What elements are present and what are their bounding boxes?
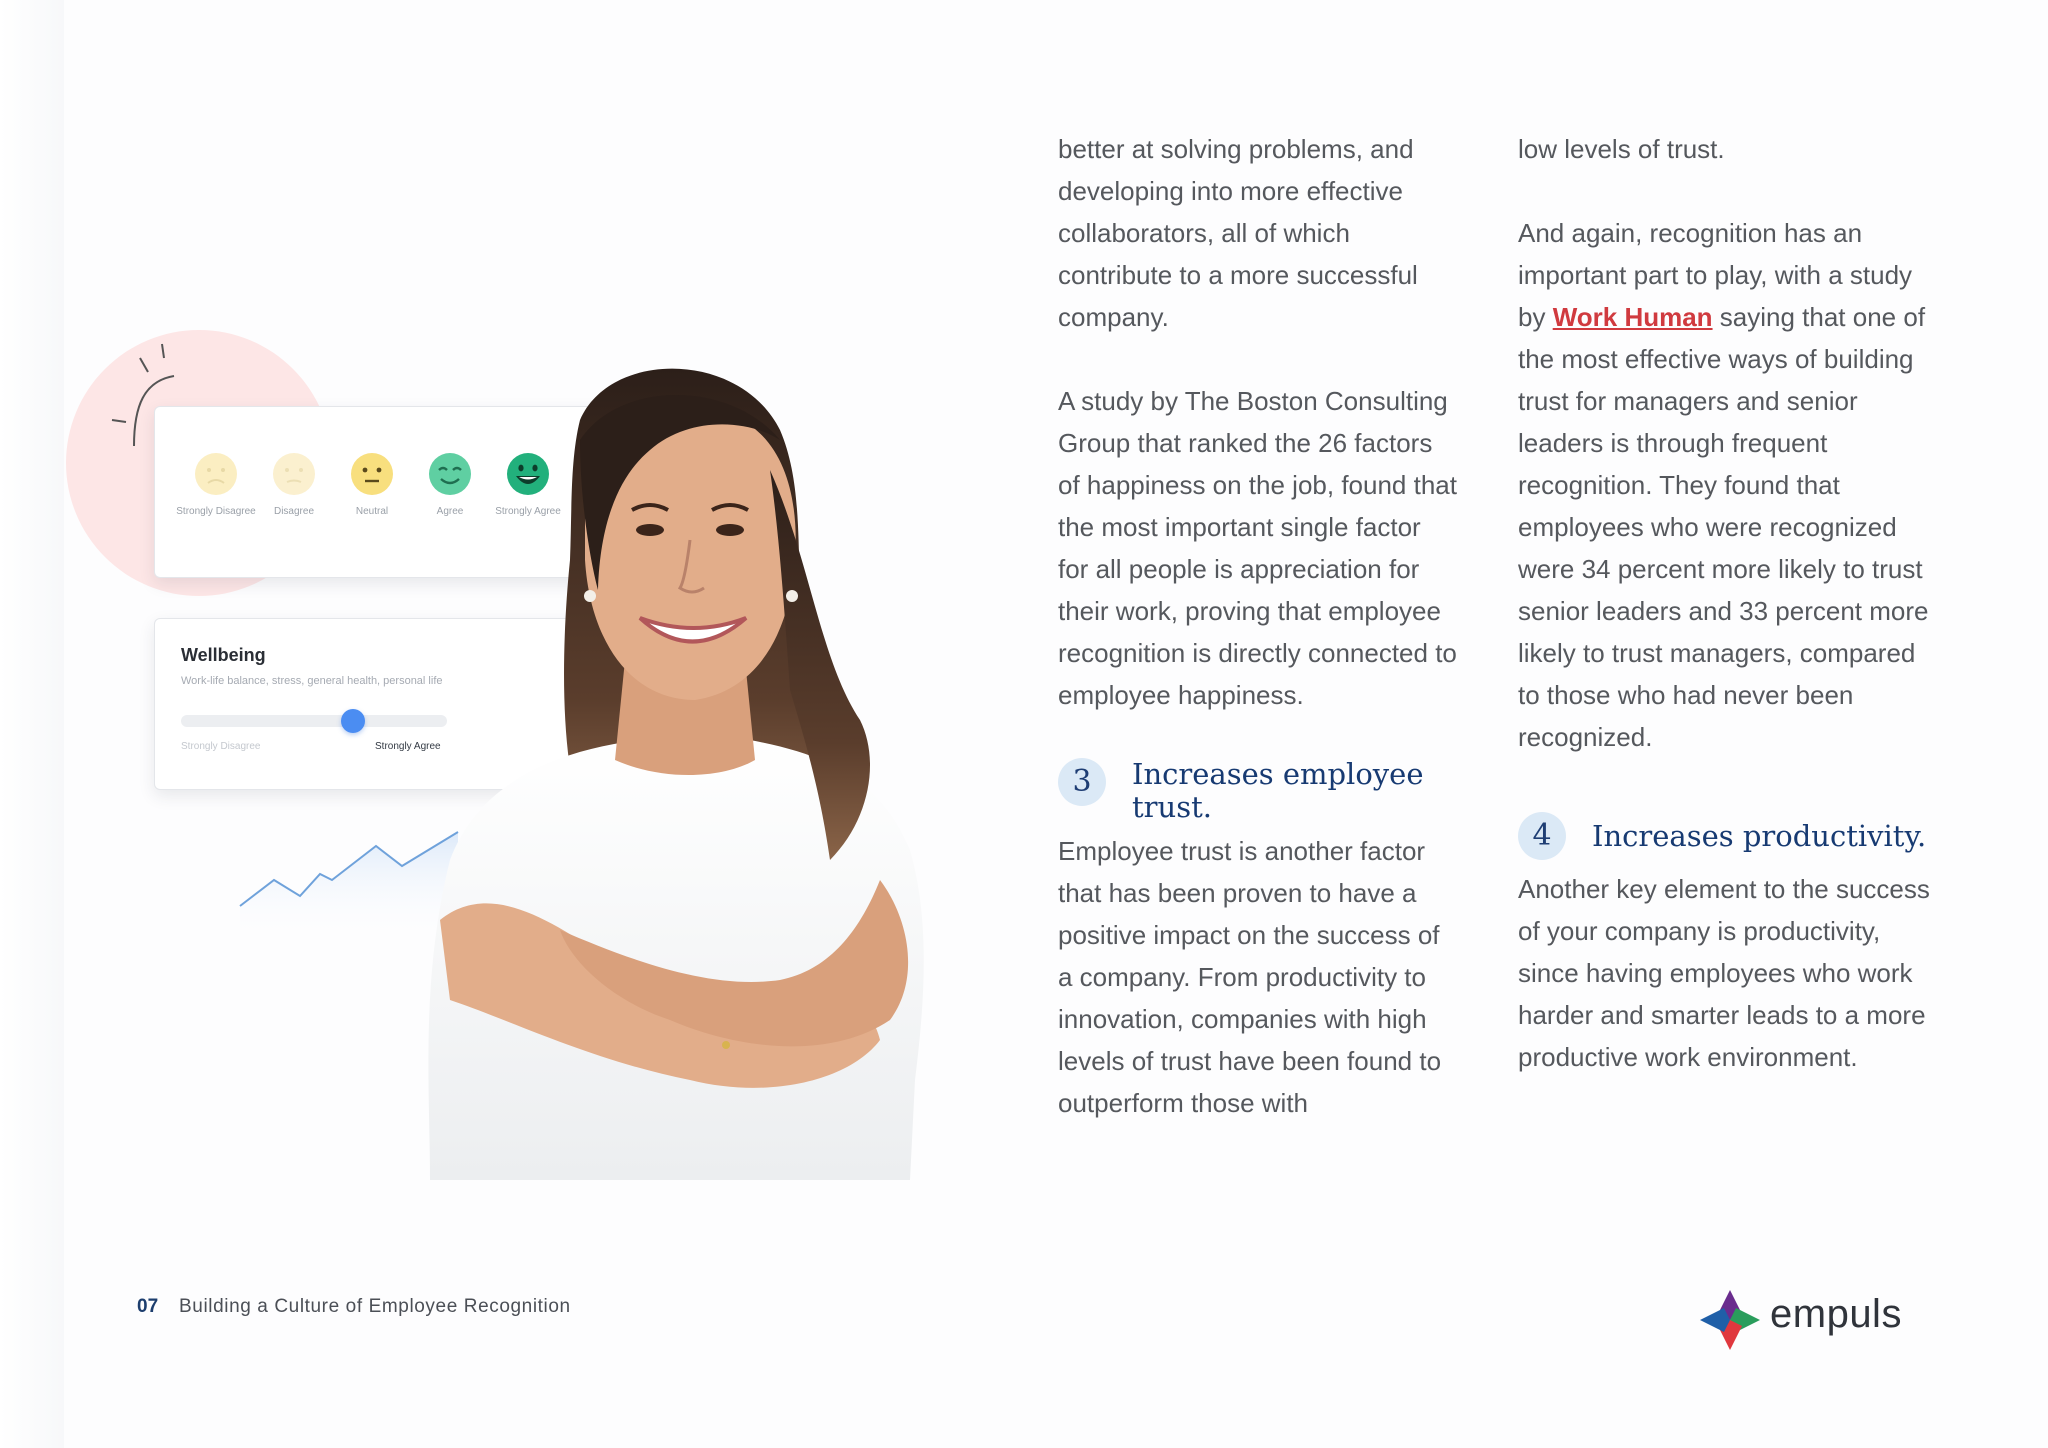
section-title-line: Increases employee xyxy=(1132,757,1424,791)
page-number: 07 xyxy=(137,1296,159,1317)
empuls-logo-icon xyxy=(1698,1288,1762,1352)
wellbeing-subtitle: Work-life balance, stress, general health, personal life xyxy=(181,675,443,687)
wellbeing-title: Wellbeing xyxy=(181,645,266,665)
paragraph-text: saying that one of the most effective ways of building trust for managers and senior leaders is through frequent recognition. They found that employees who were recognized were 34 percent more likely to trust senior leaders and 33 percent more likely to trust managers, compared to those who had never been recognized. xyxy=(1518,302,1929,752)
mood-option-neutral[interactable] xyxy=(328,452,416,517)
slider-max-label: Strongly Agree xyxy=(375,741,441,752)
paragraph: Employee trust is another factor that has been proven to have a positive impact on the success of a company. From productivity to innovation, companies with high levels of trust have been found to outperform those with xyxy=(1058,836,1442,1118)
section-number-badge: 3 xyxy=(1058,758,1106,806)
empuls-logo xyxy=(1698,1288,1958,1352)
section-number-badge: 4 xyxy=(1518,812,1566,860)
smiling-woman-photo xyxy=(410,360,1010,1180)
slider-min-label: Strongly Disagree xyxy=(181,741,261,752)
mood-option-disagree[interactable] xyxy=(250,452,338,517)
section-title-line: trust. xyxy=(1132,790,1212,824)
brand-name: empuls xyxy=(1770,1292,1902,1336)
section-title xyxy=(1132,758,1424,824)
wellbeing-slider[interactable] xyxy=(181,715,447,727)
section-title: Increases productivity. xyxy=(1592,819,1927,853)
sad-face-icon xyxy=(194,452,238,496)
section-4-heading xyxy=(1518,812,1938,868)
section-3-heading xyxy=(1058,758,1458,830)
paragraph-text: And again, recognition has an important part to play, with a study by xyxy=(1518,218,1913,332)
document-title: Building a Culture of Employee Recognition xyxy=(179,1296,571,1317)
neutral-face-icon xyxy=(350,452,394,496)
paragraph: low levels of trust. xyxy=(1518,134,1725,164)
unhappy-face-icon xyxy=(272,452,316,496)
mood-label: Agree xyxy=(436,506,464,517)
paragraph xyxy=(1518,212,1938,758)
work-human-link[interactable]: Work Human xyxy=(1552,302,1713,332)
paragraph: better at solving problems, and developing into more effective collaborators, all of which contribute to a more successful company. xyxy=(1058,134,1418,332)
mood-option-strongly-disagree[interactable] xyxy=(172,452,260,517)
mood-label: Disagree xyxy=(273,506,315,517)
text-column-2 xyxy=(1518,128,1938,1078)
paragraph: A study by The Boston Consulting Group that ranked the 26 factors of happiness on the job, found that the most important single factor for all people is appreciation for their work, proving that employee recognition is directly connected to employee happiness. xyxy=(1058,386,1457,710)
text-column-1 xyxy=(1058,128,1458,1124)
slider-thumb[interactable] xyxy=(341,709,365,733)
mood-label: Strongly Disagree xyxy=(176,506,256,517)
hero-illustration xyxy=(0,0,1010,1200)
paragraph: Another key element to the success of your company is productivity, since having employees who work harder and smarter leads to a more productive work environment. xyxy=(1518,874,1930,1072)
mood-label: Strongly Agree xyxy=(495,506,561,517)
mood-label: Neutral xyxy=(355,506,389,517)
